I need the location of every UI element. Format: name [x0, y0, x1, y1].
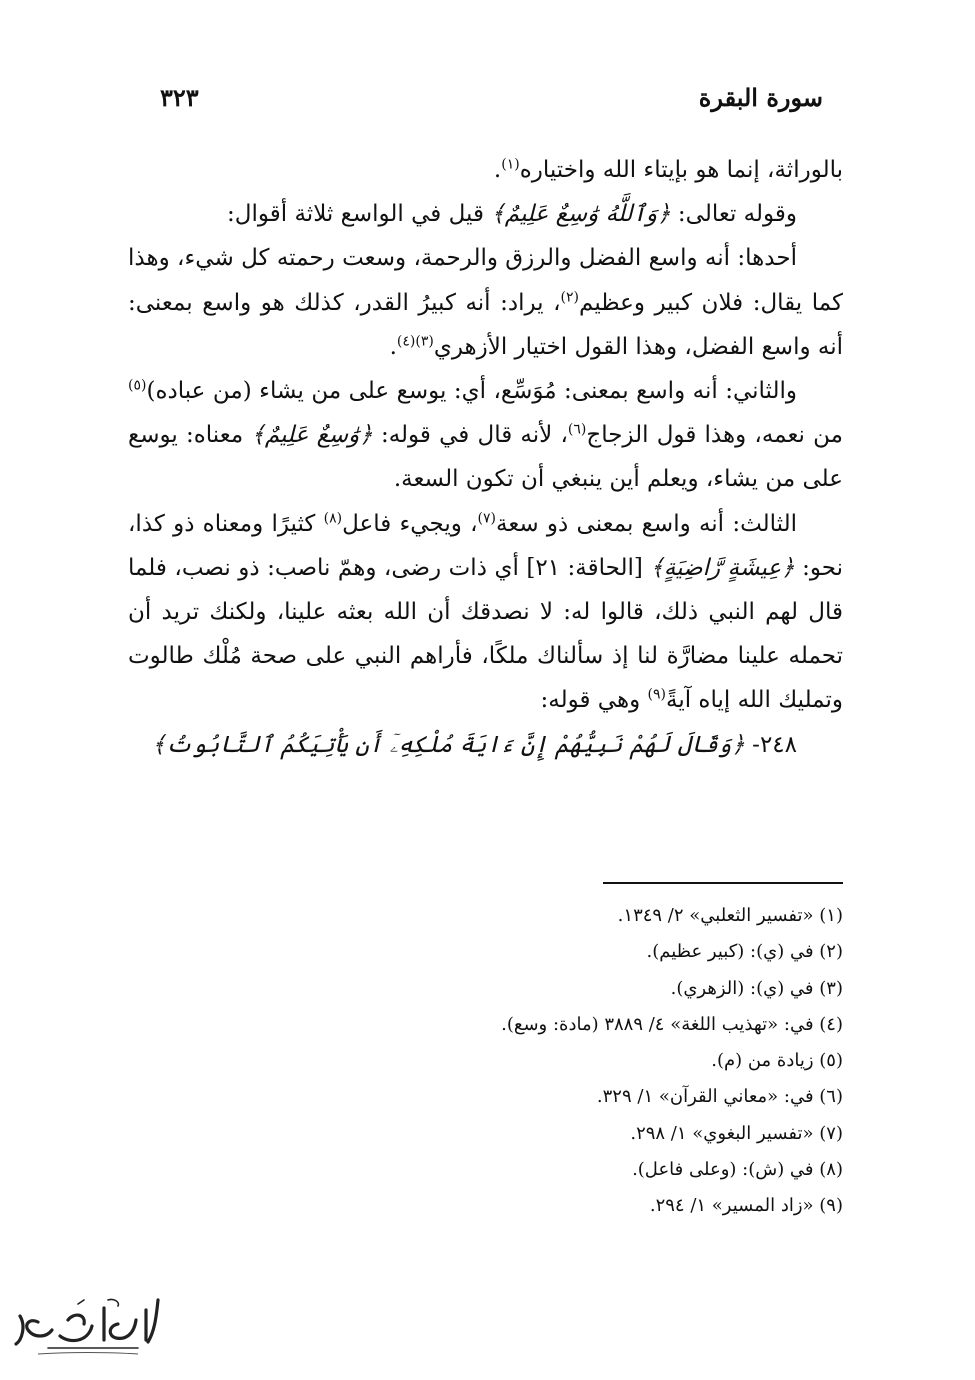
footnote-ref: (٧): [477, 509, 496, 526]
paragraph: [128, 236, 843, 369]
footnote-separator: [603, 882, 843, 884]
chapter-title: سورة البقرة: [698, 82, 823, 112]
library-stamp-logo: [8, 1290, 168, 1360]
footnote-item: (٥) زيادة من (م).: [711, 1050, 843, 1072]
text-segment: ، ويجيء فاعل: [342, 510, 478, 537]
text-segment: .: [493, 157, 502, 183]
paragraph: [128, 369, 843, 502]
footnote-item: (٨) في (ش): (وعلى فاعل).: [632, 1159, 843, 1181]
footnote-item: (٧) «تفسير البغوي» ١/ ٢٩٨.: [630, 1122, 843, 1144]
footnote-ref: (٦): [567, 421, 587, 438]
text-segment: [الحاقة: ٢١] أي ذات رضى، وهمّ ناصب: ذو نصب، فلما قال لهم النبي ذلك، قالوا له: لا نصدقك أن الله بعثه علينا، ولكنك تريد أن تحمله علينا مضارَّة لنا إذ سألناك ملكًا، فأراهم النبي على صحة مُلْك طالوت وتمليك الله إياه آيةً: [128, 554, 843, 714]
footnote-ref: (٨): [323, 509, 343, 526]
text-segment: والثاني: أنه واسع بمعنى: مُوَسِّع، أي: يوسع على من يشاء (من عباده): [146, 378, 797, 405]
text-segment: ٢٤٨-: [744, 731, 797, 758]
page-header: [160, 80, 823, 114]
footnote-ref: (٩): [647, 686, 666, 703]
stamp-calligraphy: [8, 1290, 168, 1360]
footnote-item: (١) «تفسير الثعلبي» ٢/ ١٣٤٩.: [617, 905, 843, 926]
quran-quote: ﴿وَٱللَّهُ وَٰسِعٌ عَلِيمٌ﴾: [491, 201, 671, 228]
footnote-item: (٩) «زاد المسير» ١/ ٢٩٤.: [649, 1195, 843, 1217]
text-segment: قيل في الواسع ثلاثة أقوال:: [227, 201, 492, 228]
footnote-item: (٦) في: «معاني القرآن» ١/ ٣٢٩.: [596, 1086, 843, 1108]
text-segment: معناه: يوسع على من يشاء، ويعلم أين ينبغي أن تكون السعة.: [128, 422, 843, 493]
main-text: [128, 148, 843, 767]
footnote-item: (٣) في (ي): (الزهري).: [670, 977, 843, 999]
text-segment: من نعمه، وهذا قول الزجاج: [586, 422, 843, 449]
paragraph: [128, 148, 843, 192]
footnotes-list: [243, 898, 843, 1225]
paragraph: [128, 192, 843, 236]
footnote-ref: (٢): [560, 288, 580, 305]
text-segment: بالوراثة، إنما هو بإيتاء الله واختياره: [519, 157, 843, 183]
text-segment: الثالث: أنه واسع بمعنى ذو سعة: [495, 510, 798, 537]
footnote-item: (٢) في (ي): (كبير عظيم).: [646, 941, 843, 963]
text-segment: ، لأنه قال في قوله:: [372, 422, 568, 449]
quran-quote: ﴿عِيشَةٍ رَّاضِيَةٍ﴾: [650, 554, 795, 581]
footnote-ref: (١): [501, 156, 520, 173]
footnote-ref: (٥): [128, 377, 147, 394]
text-segment: .: [389, 333, 397, 360]
quran-quote: ﴿وَٰسِعٌ عَلِيمٌ﴾: [251, 422, 373, 449]
text-segment: وقوله تعالى:: [670, 201, 797, 228]
text-segment: وهي قوله:: [540, 687, 648, 714]
text-segment: أحدها: أنه واسع الفضل والرزق والرحمة، وسعت رحمته كل شيء، وهذا كما يقال: فلان كبير وعظيم: [128, 245, 843, 316]
paragraph: [128, 502, 843, 723]
footnote-ref: (٣)(٤): [396, 333, 434, 350]
text-segment: ، يراد: أنه كبيرُ القدر، كذلك هو واسع بمعنى: أنه واسع الفضل، وهذا القول اختيار الأزهري: [128, 289, 843, 360]
paragraph: [128, 723, 843, 767]
footnote-item: (٤) في: «تهذيب اللغة» ٤/ ٣٨٨٩ (مادة: وسع).: [501, 1013, 843, 1035]
text-segment: كثيرًا ومعناه ذو كذا، نحو:: [128, 510, 843, 581]
quran-quote: ﴿وَقَالَ لَهُمْ نَبِيُّهُمْ إِنَّ ءَايَةَ مُلْكِهِۦٓ أَن يَأْتِيَكُمُ ٱلتَّابُوتُ﴾: [152, 731, 745, 758]
page-number: ٣٢٣: [160, 82, 199, 112]
